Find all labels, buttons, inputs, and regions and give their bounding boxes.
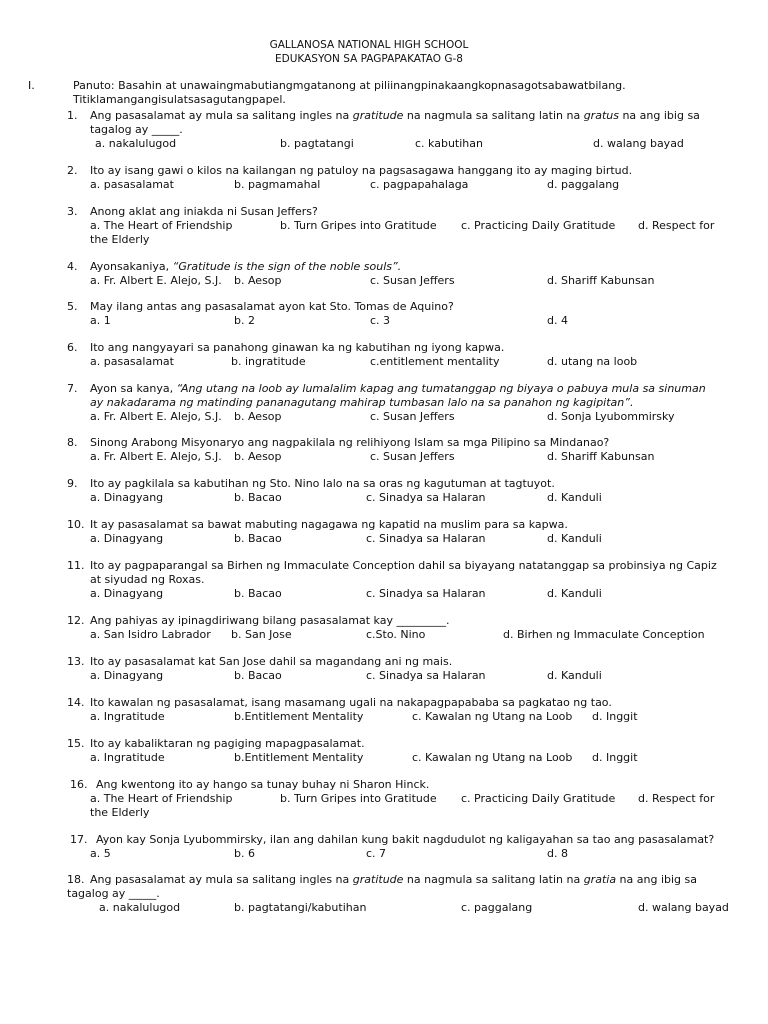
question-13 [67,655,747,683]
question-number: 17. [70,833,88,846]
question-text: Sinong Arabong Misyonaryo ang nagpakilala ng relihiyong Islam sa mga Pilipino sa Mindanao? [90,436,610,449]
question-number: 7. [67,382,78,395]
option-c[interactable]: c. Susan Jeffers [370,410,455,423]
option-c[interactable]: c. pagpapahalaga [370,178,469,191]
question-text: Ayonsakaniya, “Gratitude is the sign of the noble souls”. [90,260,402,273]
question-11 [67,559,747,601]
option-b[interactable]: b. pagmamahal [234,178,321,191]
option-d[interactable]: d. Respect for [638,219,715,232]
question-number: 9. [67,477,78,490]
question-6 [67,341,747,369]
option-b[interactable]: b. Aesop [234,410,282,423]
question-9 [67,477,747,505]
option-a[interactable]: a. Ingratitude [90,751,165,764]
option-d[interactable]: d. Shariff Kabunsan [547,274,655,287]
option-d[interactable]: d. Kanduli [547,587,602,600]
option-b[interactable]: b. Aesop [234,274,282,287]
question-text: Ayon kay Sonja Lyubommirsky, ilan ang dahilan kung bakit nagdudulot ng kaligayahan sa tao ang pasasalamat? [96,833,715,846]
option-b[interactable]: b. pagtatangi/kabutihan [234,901,367,914]
option-a[interactable]: a. pasasalamat [90,355,174,368]
option-a[interactable]: a. Dinagyang [90,532,164,545]
question-number: 1. [67,109,78,122]
question-12 [67,614,747,642]
option-d[interactable]: d. Respect for [638,792,715,805]
option-d[interactable]: d. walang bayad [638,901,729,914]
question-text: Anong aklat ang iniakda ni Susan Jeffers? [90,205,318,218]
school-name: GALLANOSA NATIONAL HIGH SCHOOL [269,39,469,51]
option-b[interactable]: b.Entitlement Mentality [234,710,364,723]
question-text: Ito ay pagkilala sa kabutihan ng Sto. Nino lalo na sa oras ng kagutuman at tagtuyot. [90,477,555,490]
question-number: 14. [67,696,85,709]
option-d[interactable]: d. Inggit [592,751,638,764]
question-number: 16. [70,778,88,791]
question-16 [67,778,747,820]
answer-options [90,274,747,288]
answer-options [90,710,747,724]
option-b[interactable]: b.Entitlement Mentality [234,751,364,764]
question-number: 13. [67,655,85,668]
option-c[interactable]: c. Sinadya sa Halaran [366,532,486,545]
option-b[interactable]: b. Bacao [234,669,282,682]
option-c[interactable]: c.entitlement mentality [370,355,500,368]
question-text: It ay pasasalamat sa bawat mabuting nagagawa ng kapatid na muslim para sa kapwa. [90,518,568,531]
instructions-line-1: Panuto: Basahin at unawaingmabutiangmgatanong at piliinangpinakaangkopnasagotsabawatbilang. [73,79,626,92]
option-a[interactable]: a. Fr. Albert E. Alejo, S.J. [90,410,222,423]
question-14 [67,696,747,724]
option-d[interactable]: d. 4 [547,314,568,327]
answer-options [90,410,747,424]
question-text: Ito kawalan ng pasasalamat, isang masamang ugali na nakapagpapababa sa pagkatao ng tao. [90,696,612,709]
option-a[interactable]: a. 1 [90,314,111,327]
option-a[interactable]: a. nakalulugod [95,137,177,150]
question-number: 4. [67,260,78,273]
option-c[interactable]: c. Susan Jeffers [370,450,455,463]
question-number: 11. [67,559,85,572]
instructions [73,79,753,107]
option-c[interactable]: c. Kawalan ng Utang na Loob [412,751,573,764]
option-b[interactable]: b. Turn Gripes into Gratitude [280,792,437,805]
option-a[interactable]: a. The Heart of Friendship [90,219,233,232]
answer-options [90,847,747,861]
answer-options [90,901,747,915]
question-text: Ang pasasalamat ay mula sa salitang ingles na gratitude na nagmula sa salitang latin na gratus na ang ibig sa [90,109,700,122]
option-c[interactable]: c. Practicing Daily Gratitude [461,792,616,805]
option-c[interactable]: c. Sinadya sa Halaran [366,669,486,682]
document-header [0,38,738,66]
question-text: Ito ay pasasalamat kat San Jose dahil sa magandang ani ng mais. [90,655,453,668]
option-d[interactable]: d. 8 [547,847,568,860]
quote: “Ang utang na loob ay lumalalim kapag ang tumatanggap ng biyaya o pabuya mula sa sinuman [176,382,706,395]
question-text-line-2: tagalog ay _____. [67,887,160,900]
question-17 [67,833,747,861]
option-b[interactable]: b. Bacao [234,491,282,504]
option-b[interactable]: b. Aesop [234,450,282,463]
option-a[interactable]: a. pasasalamat [90,178,174,191]
answer-options [90,792,747,806]
question-5 [67,300,747,328]
option-c[interactable]: c. 7 [366,847,387,860]
option-d[interactable]: d. Shariff Kabunsan [547,450,655,463]
option-d[interactable]: d. utang na loob [547,355,638,368]
option-d[interactable]: d. walang bayad [593,137,684,150]
answer-options [90,587,747,601]
option-a[interactable]: a. Dinagyang [90,491,164,504]
question-text-line-2: tagalog ay _____. [90,123,183,136]
option-b[interactable]: b. Bacao [234,532,282,545]
question-number: 15. [67,737,85,750]
question-number: 12. [67,614,85,627]
section-numeral: I. [28,79,35,92]
option-a[interactable]: a. Fr. Albert E. Alejo, S.J. [90,274,222,287]
answer-options [90,491,747,505]
option-a[interactable]: a. 5 [90,847,111,860]
quote: “Gratitude is the sign of the noble souls”. [172,260,402,273]
answer-options [90,314,747,328]
option-a[interactable]: a. Ingratitude [90,710,165,723]
option-c[interactable]: c. kabutihan [415,137,483,150]
answer-options [90,219,747,233]
option-c[interactable]: c. Kawalan ng Utang na Loob [412,710,573,723]
option-a[interactable]: a. San Isidro Labrador [90,628,211,641]
option-b[interactable]: b. Bacao [234,587,282,600]
question-text-line-2: ay nakadarama ng matinding pananagutang mahirap tumbasan lalo na sa panahon ng kagipitan”. [90,396,634,409]
question-text: Ito ay pagpaparangal sa Birhen ng Immaculate Conception dahil sa biyayang natatanggap sa probinsiya ng Capiz [90,559,717,572]
option-c[interactable]: c.Sto. Nino [366,628,426,641]
answer-options [90,450,747,464]
instructions-line-2: Titiklamangangisulatsasagutangpapel. [73,93,286,106]
option-d[interactable]: d. Kanduli [547,669,602,682]
option-c[interactable]: c. Practicing Daily Gratitude [461,219,616,232]
question-4 [67,260,747,288]
option-d[interactable]: d. Kanduli [547,532,602,545]
answer-options [90,669,747,683]
option-c[interactable]: c. Sinadya sa Halaran [366,587,486,600]
answer-options [90,137,747,151]
question-text: Ito ang nangyayari sa panahong ginawan ka ng kabutihan ng iyong kapwa. [90,341,505,354]
question-1 [67,109,747,151]
option-c[interactable]: c. 3 [370,314,391,327]
question-text: May ilang antas ang pasasalamat ayon kat Sto. Tomas de Aquino? [90,300,454,313]
question-number: 10. [67,518,85,531]
question-7 [67,382,747,424]
option-c[interactable]: c. Sinadya sa Halaran [366,491,486,504]
question-text: Ang kwentong ito ay hango sa tunay buhay ni Sharon Hinck. [96,778,430,791]
option-d[interactable]: d. Sonja Lyubommirsky [547,410,675,423]
option-a[interactable]: a. nakalulugod [99,901,181,914]
answer-options [90,532,747,546]
question-text: Ito ay isang gawi o kilos na kailangan ng patuloy na pagsasagawa hanggang ito ay maging birtud. [90,164,633,177]
question-18 [67,873,747,915]
subject-title: EDUKASYON SA PAGPAPAKATAO G-8 [275,53,463,65]
option-d[interactable]: d. Kanduli [547,491,602,504]
option-c[interactable]: c. Susan Jeffers [370,274,455,287]
question-number: 3. [67,205,78,218]
question-number: 2. [67,164,78,177]
answer-options [90,751,747,765]
option-b[interactable]: b. pagtatangi [280,137,354,150]
option-b[interactable]: b. ingratitude [231,355,306,368]
question-10 [67,518,747,546]
question-2 [67,164,747,192]
option-d[interactable]: d. Birhen ng Immaculate Conception [503,628,705,641]
option-b[interactable]: b. San Jose [231,628,292,641]
question-number: 5. [67,300,78,313]
question-text-line-2: at siyudad ng Roxas. [90,573,205,586]
option-d[interactable]: d. paggalang [547,178,620,191]
option-a[interactable]: a. Fr. Albert E. Alejo, S.J. [90,450,222,463]
question-8 [67,436,747,464]
answer-options [90,628,747,642]
option-a[interactable]: a. Dinagyang [90,587,164,600]
option-b[interactable]: b. 6 [234,847,255,860]
answer-options [90,355,747,369]
question-15 [67,737,747,765]
question-3 [67,205,747,247]
option-a[interactable]: a. Dinagyang [90,669,164,682]
question-number: 6. [67,341,78,354]
question-text: Ang pasasalamat ay mula sa salitang ingles na gratitude na nagmula sa salitang latin na gratia na ang ibig sa [90,873,698,886]
question-text: Ang pahiyas ay ipinagdiriwang bilang pasasalamat kay _________. [90,614,450,627]
option-b[interactable]: b. 2 [234,314,255,327]
question-text: Ito ay kabaliktaran ng pagiging mapagpasalamat. [90,737,365,750]
question-number: 18. [67,873,85,886]
option-d-wrap: the Elderly [90,233,150,246]
question-text: Ayon sa kanya, “Ang utang na loob ay lumalalim kapag ang tumatanggap ng biyaya o pabuya mula sa sinuman [90,382,706,395]
answer-options [90,178,747,192]
option-c[interactable]: c. paggalang [461,901,533,914]
option-d[interactable]: d. Inggit [592,710,638,723]
option-a[interactable]: a. The Heart of Friendship [90,792,233,805]
question-number: 8. [67,436,78,449]
option-b[interactable]: b. Turn Gripes into Gratitude [280,219,437,232]
option-d-wrap: the Elderly [90,806,150,819]
